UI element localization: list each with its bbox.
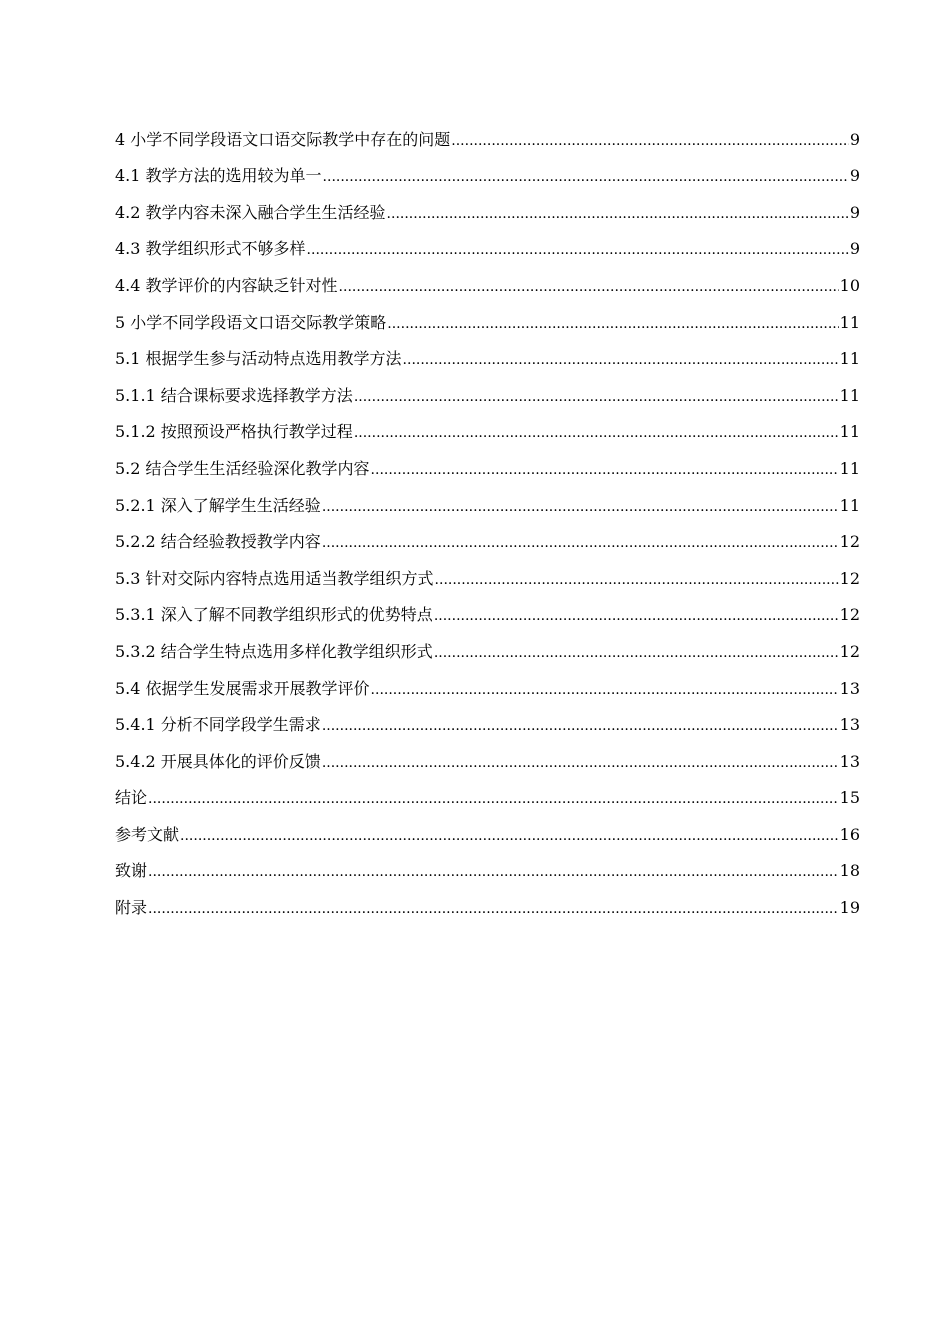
toc-entry-title: 4.2 教学内容未深入融合学生生活经验 [115,202,386,222]
toc-entry-page: 11 [839,312,860,332]
toc-dot-leader [435,571,839,589]
toc-entry-title: 参考文献 [115,824,180,844]
toc-entry[interactable] [115,735,860,772]
toc-dot-leader [322,754,839,772]
toc-entry[interactable] [115,516,860,553]
toc-entry[interactable] [115,662,860,699]
toc-entry-page: 11 [839,385,860,405]
toc-entry[interactable] [115,808,860,845]
toc-entry-page: 12 [839,532,860,552]
toc-entry-page: 12 [839,641,860,661]
toc-entry-page: 18 [839,861,860,881]
toc-dot-leader [180,827,839,845]
toc-entry-page: 12 [839,568,860,588]
toc-entry-title: 5.4 依据学生发展需求开展教学评价 [115,678,370,698]
toc-entry-title: 5.1.2 按照预设严格执行教学过程 [115,422,353,442]
toc-entry-page: 12 [839,605,860,625]
toc-entry-page: 11 [839,458,860,478]
toc-entry[interactable] [115,625,860,662]
toc-entry[interactable] [115,296,860,333]
toc-entry-page: 13 [839,678,860,698]
toc-entry[interactable] [115,406,860,443]
toc-entry-title: 附录 [115,898,148,918]
toc-entry[interactable] [115,881,860,918]
toc-dot-leader [148,790,839,808]
toc-dot-leader [371,461,839,479]
toc-entry[interactable] [115,369,860,406]
toc-entry-page: 13 [839,751,860,771]
toc-entry-title: 5.2.2 结合经验教授教学内容 [115,532,321,552]
toc-dot-leader [307,241,849,259]
toc-entry[interactable] [115,150,860,187]
toc-entry-title: 致谢 [115,861,148,881]
toc-dot-leader [387,315,838,333]
toc-dot-leader [148,863,839,881]
toc-dot-leader [339,278,839,296]
toc-dot-leader [322,534,839,552]
toc-entry-page: 11 [839,495,860,515]
toc-entry-title: 4.4 教学评价的内容缺乏针对性 [115,275,338,295]
toc-entry[interactable] [115,223,860,260]
toc-entry-title: 4.1 教学方法的选用较为单一 [115,166,322,186]
toc-entry-page: 9 [849,129,860,149]
toc-dot-leader [403,351,839,369]
toc-entry-title: 4 小学不同学段语文口语交际教学中存在的问题 [115,129,451,149]
toc-entry[interactable] [115,259,860,296]
toc-entry-title: 结论 [115,788,148,808]
toc-entry[interactable] [115,845,860,882]
toc-entry[interactable] [115,772,860,809]
toc-dot-leader [322,498,839,516]
toc-entry-page: 16 [839,824,860,844]
toc-dot-leader [434,607,839,625]
toc-entry[interactable] [115,113,860,150]
toc-entry-page: 9 [849,202,860,222]
toc-entry-title: 5.2.1 深入了解学生生活经验 [115,495,321,515]
table-of-contents [115,113,860,918]
toc-entry[interactable] [115,333,860,370]
toc-entry-title: 5.4.1 分析不同学段学生需求 [115,715,321,735]
toc-entry[interactable] [115,186,860,223]
toc-entry[interactable] [115,552,860,589]
toc-entry-title: 5.1.1 结合课标要求选择教学方法 [115,385,353,405]
toc-entry-title: 4.3 教学组织形式不够多样 [115,239,306,259]
toc-entry-title: 5.1 根据学生参与活动特点选用教学方法 [115,349,402,369]
toc-entry[interactable] [115,479,860,516]
toc-dot-leader [434,644,839,662]
toc-entry-page: 9 [849,166,860,186]
toc-dot-leader [354,424,839,442]
toc-entry-page: 10 [839,275,860,295]
toc-entry-page: 11 [839,422,860,442]
toc-dot-leader [371,681,839,699]
toc-entry[interactable] [115,699,860,736]
toc-entry-page: 15 [839,788,860,808]
toc-entry-page: 13 [839,715,860,735]
toc-dot-leader [354,388,839,406]
toc-dot-leader [148,900,839,918]
toc-dot-leader [323,168,849,186]
toc-dot-leader [451,132,849,150]
toc-entry-title: 5 小学不同学段语文口语交际教学策略 [115,312,387,332]
toc-entry-title: 5.2 结合学生生活经验深化教学内容 [115,458,370,478]
toc-entry-title: 5.3 针对交际内容特点选用适当教学组织方式 [115,568,434,588]
toc-entry-title: 5.3.1 深入了解不同教学组织形式的优势特点 [115,605,433,625]
toc-entry-title: 5.4.2 开展具体化的评价反馈 [115,751,321,771]
toc-dot-leader [322,717,839,735]
toc-entry-title: 5.3.2 结合学生特点选用多样化教学组织形式 [115,641,433,661]
toc-entry-page: 9 [849,239,860,259]
toc-entry[interactable] [115,589,860,626]
toc-entry-page: 19 [839,898,860,918]
toc-entry[interactable] [115,442,860,479]
toc-dot-leader [387,205,849,223]
toc-entry-page: 11 [839,349,860,369]
